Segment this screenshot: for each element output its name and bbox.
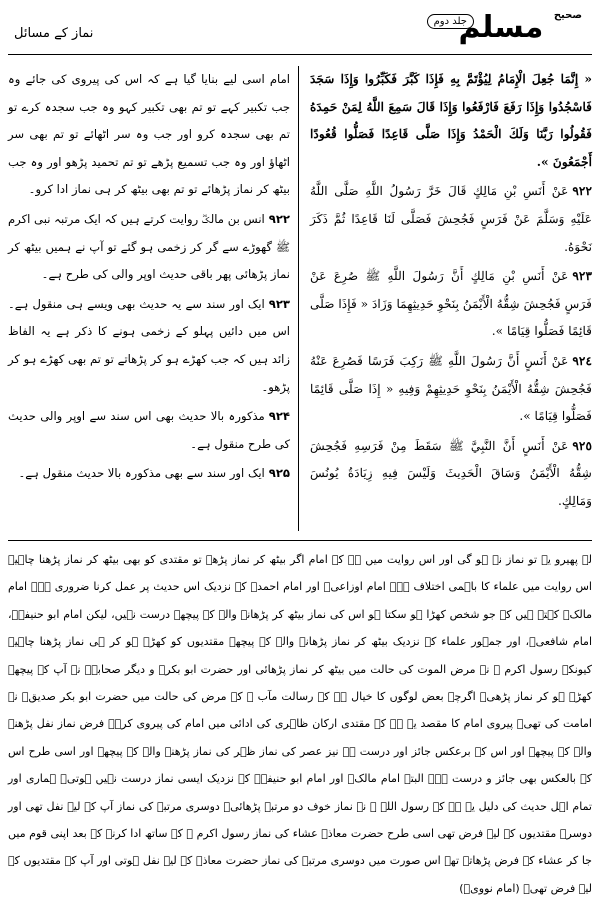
book-page	[8, 8, 592, 895]
header-rule	[8, 54, 592, 55]
hadith-number: ۹۲۵	[268, 466, 290, 481]
arabic-column	[310, 66, 592, 518]
page-header	[8, 8, 592, 58]
book-title-main: مسلم	[458, 10, 544, 45]
arabic-paragraph: ٩٢٤عَنْ أَنَسٍ أَنَّ رَسُولَ اللَّهِ ﷺ رَكِبَ فَرَسًا فَصُرِعَ عَنْهُ فَجُحِشَ شِقُّهُ الْأَيْمَنُ بِنَحْوِ حَدِيثِهِمْ وَفِيهِ « إِذَا صَلَّى قَائِمًا فَصَلُّوا قِيَامًا ».	[310, 353, 592, 424]
urdu-column	[8, 66, 290, 490]
urdu-paragraph: ۹۲۴مذکورہ بالا حدیث بھی اس سند سے اوپر والی حدیث کی طرح منقول ہے۔	[8, 409, 290, 451]
hadith-number: ٩٢٤	[572, 353, 592, 368]
volume-badge: جلد دوم	[427, 14, 474, 29]
urdu-paragraph: امام اسی لیے بنایا گیا ہے کہ اس کی پیروی کی جائے وہ جب تکبیر کہے تو تم بھی تکبیر کہو وہ جب سجدہ کرے تو تم بھی سجدہ کرو اور جب وہ سر اٹھائے تو تم بھی سر اٹھاؤ اور وہ جب تسمیع پڑھے تو تم تحمید پڑھو اور وہ جب بیٹھ کر نماز پڑھائے تو تم بھی بیٹھ کر ہی نماز ادا کرو۔	[8, 72, 290, 197]
urdu-paragraph: ۹۲۲انس بن مالکؓ روایت کرتے ہیں کہ ایک مرتبہ نبی اکرم ﷺ گھوڑے سے گر کر زخمی ہو گئے تو آپ نے ہمیں بیٹھ کر نماز پڑھائی پھر باقی حدیث اوپر والی کی طرح ہے۔	[8, 211, 290, 282]
hadith-number: ۹۲۴	[268, 409, 290, 424]
hadith-number: ٩٢٣	[572, 269, 592, 284]
arabic-paragraph: « إِنَّمَا جُعِلَ الْإِمَامُ لِيُؤْتَمَّ بِهِ فَإِذَا كَبَّرَ فَكَبِّرُوا وَإِذَا سَجَدَ فَاسْجُدُوا وَإِذَا رَفَعَ فَارْفَعُوا وَإِذَا قَالَ سَمِعَ اللَّهُ لِمَنْ حَمِدَهُ فَقُولُوا رَبَّنَا وَلَكَ الْحَمْدُ وَإِذَا صَلَّى قَاعِدًا فَصَلُّوا قُعُودًا أَجْمَعُونَ ».	[310, 72, 592, 169]
footnote-rule	[8, 540, 592, 541]
hadith-number: ٩٢٥	[572, 438, 592, 453]
hadith-number: ٩٢٢	[572, 184, 592, 199]
footnote: لہ پھیرو یے تو نماز نہ ہو گی اور اس روایت میں ہے کہ امام اگر بیٹھ کر نماز پڑھے تو مقتدی کو بھی بیٹھ کر نماز پڑھنا چاہیے اس روایت میں علماء کا باہمی اختلاف ہے۔ امام اوزاعیؒ اور امام احمدؒ کے نزدیک اس حدیث پر عمل کرنا ضروری ہے۔ امام مالکؒ کہتے ہیں کہ جو شخص کھڑا ہو سکتا ہو اس کی نماز بیٹھ کر پڑھانے والے کے پیچھے درست نہیں، لیکن امام ابو حنیفہؒ، امام شافعیؒ، اور جمہور علماء کے نزدیک بیٹھ کر نماز پڑھانے والے کے پیچھے مقتدیوں کو کھڑے ہو کر ہی نماز پڑھنا چاہیے کیونکہ رسول اکرم ﷺ نے مرض الموت کی حالت میں بیٹھ کر نماز پڑھائی اور حضرت ابو بکرؓ و دیگر صحابہؓ نے آپ کے پیچھے کھڑے ہو کر نماز پڑھی۔ اگرچہ بعض لوگوں کا خیال ہے کہ رسالت مآب ﷺ کے مرض کی حالت میں حضرت ابو بکر صدیقؓ نے امامت کی تھی۔ پیروی امام کا مقصد یہ ہے کہ مقتدی ارکان ظاہری کی ادائی میں امام کی پیروی کرے۔ فرض نماز نفل پڑھنے والے کے پیچھے اور اس کے برعکس جائز اور درست ہے نیز عصر کی نماز ظہر کی نماز پڑھنے والے کے پیچھے اور اسی طرح اس کے بالعکس بھی جائز و درست ہے۔ البتہ امام مالکؒ اور امام ابو حنیفہؒ کے نزدیک ایسی نماز درست نہیں ہوتی۔ ہماری اور تمام اہل حدیث کی دلیل یہ ہے کہ رسول اللہ ﷺ نے نماز خوف دو مرتبہ پڑھائی۔ دوسری مرتبہ کی نماز آپ کے لیے نفل تھی اور دوسرے مقتدیوں کے لیے فرض تھی اسی طرح حضرت معاذؓ عشاء کی نماز رسول اکرم ﷺ کے ساتھ ادا کرنے کے بعد اپنی قوم میں جا کر عشاء کے فرض پڑھاتے تھے اس صورت میں دوسری مرتبہ کی نماز حضرت معاذؓ کے لیے نفل ہوتی اور آپ کے مقتدیوں کے لیے فرض تھی۔ (امام نوویؒ)	[8, 553, 592, 895]
chapter-title: نماز کے مسائل	[14, 26, 94, 41]
arabic-paragraph: ٩٢٥عَنْ أَنَسٍ أَنَّ النَّبِيَّ ﷺ سَقَطَ مِنْ فَرَسِهِ فَجُحِشَ شِقُّهُ الْأَيْمَنُ وَسَاقَ الْحَدِيثَ وَلَيْسَ فِيهِ زِيَادَةُ يُونُسَ وَمَالِكٍ.	[310, 438, 592, 508]
hadith-number: ۹۲۳	[268, 296, 290, 311]
urdu-paragraph: ۹۲۵ایک اور سند سے بھی مذکورہ بالا حدیث منقول ہے۔	[18, 466, 290, 481]
column-divider	[298, 66, 299, 531]
arabic-paragraph: ٩٢٣عَنْ أَنَسِ بْنِ مَالِكٍ أَنَّ رَسُولَ اللَّهِ ﷺ صُرِعَ عَنْ فَرَسٍ فَجُحِشَ شِقُّهُ الْأَيْمَنُ بِنَحْوِ حَدِيثِهِمَا وَزَادَ « فَإِذَا صَلَّى قَائِمًا فَصَلُّوا قِيَامًا ».	[310, 269, 592, 339]
urdu-paragraph: ۹۲۳ایک اور سند سے یہ حدیث بھی ویسے ہی منقول ہے۔ اس میں دائیں پہلو کے زخمی ہونے کا ذکر ہے یہ الفاظ زائد ہیں کہ جب کھڑے ہو کر پڑھاتے تو تم بھی کھڑے ہو کر پڑھو۔	[8, 296, 290, 394]
arabic-paragraph: ٩٢٢عَنْ أَنَسِ بْنِ مَالِكٍ قَالَ خَرَّ رَسُولُ اللَّهِ صَلَّى اللَّهُ عَلَيْهِ وَسَلَّمَ عَنْ فَرَسٍ فَجُحِشَ فَصَلَّى لَنَا قَاعِدًا ثُمَّ ذَكَرَ نَحْوَهُ.	[310, 184, 592, 254]
hadith-number: ۹۲۲	[268, 211, 290, 226]
book-title-prefix: صحیح	[553, 10, 582, 21]
book-title	[459, 10, 583, 45]
